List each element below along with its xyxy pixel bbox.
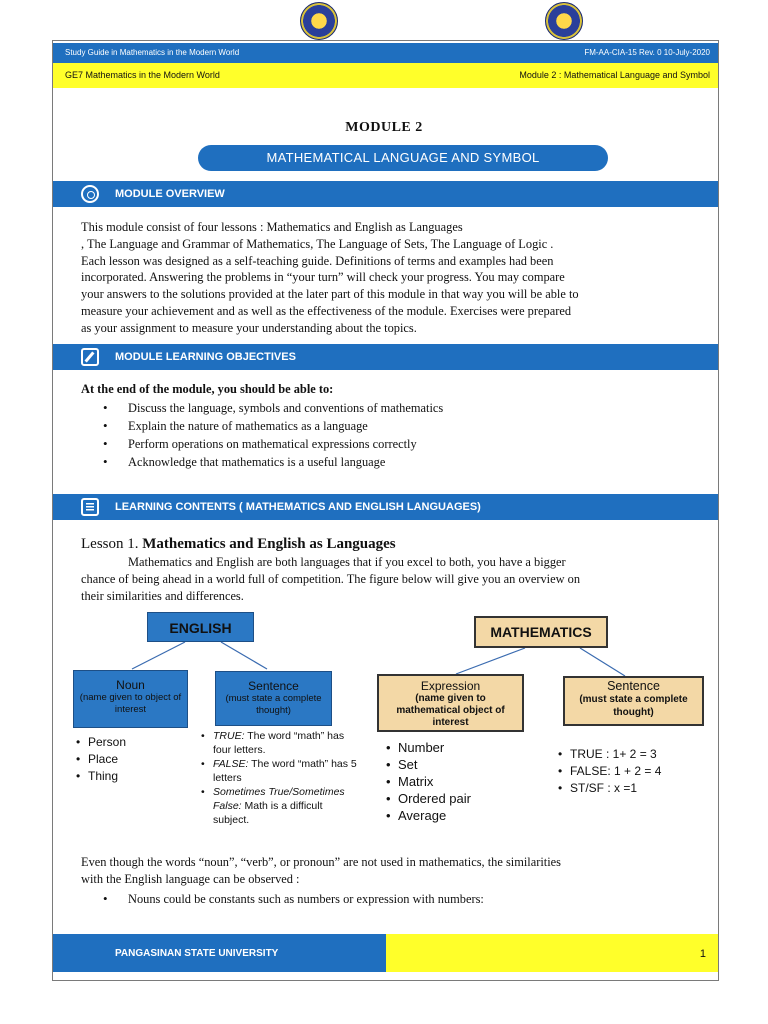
expression-title: Expression bbox=[420, 679, 481, 693]
module-title: MATHEMATICAL LANGUAGE AND SYMBOL bbox=[198, 145, 608, 171]
math-sentence-item: • TRUE : 1+ 2 = 3 bbox=[558, 746, 661, 763]
overview-line: your answers to the solutions provided at the later part of this module in that way you will be able to bbox=[81, 287, 579, 302]
overview-line: measure your achievement and as well as the effectiveness of the module. Exercises were prepared bbox=[81, 303, 572, 318]
objective-item: • Acknowledge that mathematics is a useful language bbox=[105, 453, 443, 471]
footer bbox=[53, 934, 718, 972]
university-name: PANGASINAN STATE UNIVERSITY bbox=[115, 948, 279, 959]
form-code: FM-AA-CIA-15 Rev. 0 10-July-2020 bbox=[584, 48, 710, 57]
lesson-name: Mathematics and English as Languages bbox=[142, 536, 396, 552]
expression-item: • Matrix bbox=[386, 773, 471, 790]
intro-line: Mathematics and English are both languages that if you excel to both, you have a bigger bbox=[128, 555, 566, 569]
overview-line: incorporated. Answering the problems in “your turn” will check your progress. You may compare bbox=[81, 270, 565, 285]
overview-line: This module consist of four lessons : Mathematics and English as Languages bbox=[81, 220, 463, 234]
objective-item: • Discuss the language, symbols and conventions of mathematics bbox=[105, 399, 443, 417]
objectives-heading: MODULE LEARNING OBJECTIVES bbox=[115, 351, 296, 363]
module-number: MODULE 2 bbox=[345, 120, 423, 135]
math-sentence-title: Sentence bbox=[607, 679, 660, 693]
noun-item: • Place bbox=[76, 751, 126, 768]
closing-text bbox=[81, 854, 706, 888]
footer-yellow-band bbox=[386, 934, 718, 972]
closing-list bbox=[105, 890, 484, 908]
english-box: ENGLISH bbox=[147, 612, 254, 642]
overview-line: , The Language and Grammar of Mathematics, The Language of Sets, The Language of Logic . bbox=[81, 236, 554, 251]
math-sentence-list bbox=[558, 746, 661, 797]
lesson-label: Lesson 1. bbox=[81, 536, 139, 552]
expression-subtitle: (name given to mathematical object of interest bbox=[396, 693, 505, 728]
math-sentence-box bbox=[563, 676, 704, 726]
noun-list bbox=[76, 734, 126, 785]
noun-title: Noun bbox=[116, 678, 145, 692]
expression-item: • Set bbox=[386, 756, 471, 773]
english-sentence-subtitle: (must state a complete thought) bbox=[225, 693, 322, 716]
closing-line: Even though the words “noun”, “verb”, or pronoun” are not used in mathematics, the similarities bbox=[81, 855, 562, 869]
closing-bullet: • Nouns could be constants such as numbers or expression with numbers: bbox=[105, 890, 484, 908]
english-sentence-title: Sentence bbox=[248, 679, 299, 693]
english-sentence-box bbox=[215, 671, 332, 726]
guide-title: Study Guide in Mathematics in the Modern World bbox=[65, 48, 240, 57]
english-sentence-item: • Sometimes True/Sometimes False: Math is a difficult subject. bbox=[201, 785, 361, 827]
course-name: GE7 Mathematics in the Modern World bbox=[65, 70, 220, 80]
intro-line: chance of being ahead in a world full of competition. The figure below will give you an overview on bbox=[81, 571, 581, 586]
english-sentence-item: • FALSE: The word “math” has 5 letters bbox=[201, 757, 361, 785]
overview-line: Each lesson was designed as a self-teaching guide. Definitions of terms and examples had been bbox=[81, 253, 554, 268]
closing-line: with the English language can be observed : bbox=[81, 871, 300, 886]
noun-subtitle: (name given to object of interest bbox=[79, 692, 182, 715]
intro-line: their similarities and differences. bbox=[81, 588, 244, 603]
noun-item: • Thing bbox=[76, 768, 126, 785]
expression-box bbox=[377, 674, 524, 732]
expression-item: • Average bbox=[386, 807, 471, 824]
math-sentence-item: • ST/SF : x =1 bbox=[558, 780, 661, 797]
english-sentence-list bbox=[201, 729, 361, 827]
overview-heading: MODULE OVERVIEW bbox=[115, 188, 225, 200]
english-sentence-item: • TRUE: The word “math” has four letters. bbox=[201, 729, 361, 757]
mathematics-box: MATHEMATICS bbox=[474, 616, 608, 648]
math-sentence-subtitle: (must state a complete thought) bbox=[579, 694, 688, 718]
page-number: 1 bbox=[699, 948, 706, 960]
overview-line: as your assignment to measure your understanding about the topics. bbox=[81, 320, 417, 335]
objective-item: • Perform operations on mathematical expressions correctly bbox=[105, 435, 443, 453]
contents-heading: LEARNING CONTENTS ( MATHEMATICS AND ENGLISH LANGUAGES) bbox=[115, 501, 481, 513]
objective-item: • Explain the nature of mathematics as a language bbox=[105, 417, 443, 435]
noun-item: • Person bbox=[76, 734, 126, 751]
objectives-intro: At the end of the module, you should be able to: bbox=[81, 382, 334, 396]
expression-item: • Ordered pair bbox=[386, 790, 471, 807]
noun-box bbox=[73, 670, 188, 728]
expression-list bbox=[386, 739, 471, 824]
module-reference: Module 2 : Mathematical Language and Symbol bbox=[519, 70, 710, 80]
expression-item: • Number bbox=[386, 739, 471, 756]
math-sentence-item: • FALSE: 1 + 2 = 4 bbox=[558, 763, 661, 780]
